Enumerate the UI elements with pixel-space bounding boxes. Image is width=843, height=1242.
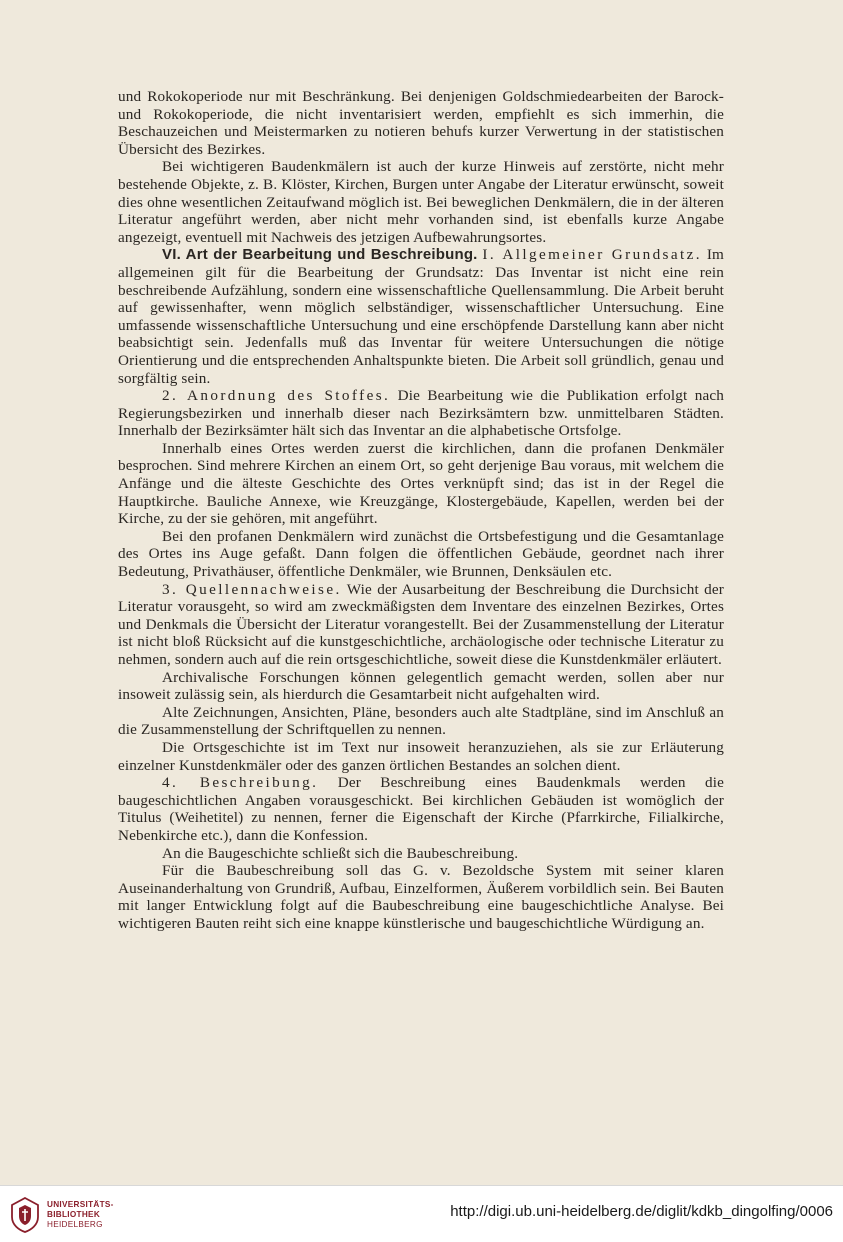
permalink-url[interactable]: http://digi.ub.uni-heidelberg.de/diglit/kdkb_dingolfing/0006 [450, 1203, 833, 1220]
paragraph: und Rokokoperiode nur mit Beschränkung. Bei denjenigen Goldschmiedearbeiten der Barock- und Rokokoperiode, die nicht inventarisiert werden, empfiehlt es sich immerhin, die Beschauzeichen und Meistermarken zu notieren behufs kurzer Verwertung in der statistischen Übersicht des Bezirkes. [118, 88, 724, 158]
paragraph [118, 774, 724, 844]
university-seal-icon [10, 1197, 40, 1233]
paragraph [118, 387, 724, 440]
subsection-label: 3. Quellennachweise. [162, 580, 342, 598]
page-text [118, 88, 724, 933]
paragraph: Die Ortsgeschichte ist im Text nur insoweit heranzuziehen, als sie zur Erläuterung einzelner Kunstdenkmäler oder des ganzen örtlichen Bestandes an solchen dient. [118, 738, 724, 774]
paragraph: Bei wichtigeren Baudenkmälern ist auch der kurze Hinweis auf zerstörte, nicht mehr bestehende Objekte, z. B. Klöster, Kirchen, Burgen unter Angabe der Literatur erwünscht, soweit dies ohne wesentlichen Zeitaufwand möglich ist. Bei beweglichen Denkmälern, die in der älteren Literatur angeführt werden, aber nicht mehr vorhanden sind, ist ebenfalls kurze Angabe angezeigt, eventuell mit Nachweis des jetzigen Aufbewahrungsortes. [118, 158, 724, 246]
paragraph-text: Die Bearbeitung wie die Publikation erfolgt nach Regierungsbezirken und innerhalb dieser nach Bezirksämtern bzw. unmittelbaren Städten. Innerhalb der Bezirksämter hält sich das Inventar an die alphabetische Ortsfolge. [118, 387, 725, 440]
subsection-label: 4. Beschreibung. [162, 774, 319, 792]
library-name [47, 1200, 114, 1230]
paragraph: An die Baugeschichte schließt sich die Baubeschreibung. [162, 844, 519, 862]
paragraph [118, 581, 724, 669]
viewer-footer [0, 1185, 843, 1242]
library-logo[interactable] [10, 1196, 130, 1234]
subsection-label: I. Allgemeiner Grundsatz. [482, 246, 702, 264]
logo-line: BIBLIOTHEK [47, 1210, 101, 1219]
paragraph: Innerhalb eines Ortes werden zuerst die kirchlichen, dann die profanen Denkmäler besprochen. Sind mehrere Kirchen an einem Ort, so geht derjenige Bau voraus, mit welchem die Anfänge und die älteste Geschichte des Ortes verknüpft sind; das ist in der Regel die Hauptkirche. Bauliche Annexe, wie Kreuzgänge, Klostergebäude, Kapellen, werden bei der Kirche, zu der sie gehören, mit angeführt. [118, 439, 724, 528]
subsection-label: 2. Anordnung des Stoffes. [162, 387, 391, 405]
paragraph: Für die Baubeschreibung soll das G. v. Bezoldsche System mit seiner klaren Auseinanderhaltung von Grundriß, Aufbau, Einzelformen, Äußerem vorbildlich sein. Bei Bauten mit langer Entwicklung folgt auf die Baubeschreibung eine baugeschichtliche Analyse. Bei wichtigeren Bauten reiht sich eine knappe künstlerische und baugeschichtliche Würdigung an. [118, 862, 724, 932]
logo-line: UNIVERSITÄTS- [47, 1200, 114, 1209]
paragraph-text: Der Beschreibung eines Baudenkmals werden die baugeschichtlichen Angaben vorausgeschickt. Bei kirchlichen Gebäuden ist womöglich der Titulus (Weihetitel) zu nennen, ferner die Eigenschaft der Kirche (Pfarrkirche, Filialkirche, Nebenkirche etc.), dann die Konfession. [118, 774, 724, 844]
paragraph: Archivalische Forschungen können gelegentlich gemacht werden, sollen aber nur insoweit zulässig sein, als hierdurch die Gesamtarbeit nicht aufgehalten wird. [118, 668, 724, 704]
logo-line: HEIDELBERG [47, 1220, 103, 1229]
section-heading: VI. Art der Bearbeitung und Beschreibung. [162, 246, 478, 264]
paragraph-text: Wie der Ausarbeitung der Beschreibung die Durchsicht der Literatur vorausgeht, so wird am zweckmäßigsten dem Inventare des einzelnen Bezirkes, Ortes und Denkmals die Übersicht der Literatur vorangestellt. Bei der Zusammenstellung der Literatur ist nicht bloß Rücksicht auf die kunstgeschichtliche, archäologische oder technische Literatur zu nehmen, sondern auch auf die rein ortsgeschichtliche, soweit diese die Kunstdenkmäler erläutert. [118, 580, 724, 668]
paragraph-text: Im allgemeinen gilt für die Bearbeitung der Grundsatz: Das Inventar ist nicht eine rein beschreibende Aufzählung, sondern eine wissenschaftliche Quellensammlung. Die Arbeit beruht auf gewissenhafter, wenn möglich selbständiger, wissenschaftlicher Untersuchung. Eine umfassende wissenschaftliche Untersuchung und eine erschöpfende Darstellung kann aber nicht beabsichtigt sein. Jedenfalls muß das Inventar für weitere Untersuchungen die nötige Orientierung und die entsprechenden Anhaltspunkte bieten. Die Arbeit soll gründlich, genau und sorgfältig sein. [118, 246, 725, 387]
paragraph: Alte Zeichnungen, Ansichten, Pläne, besonders auch alte Stadtpläne, sind im Anschluß an die Zusammenstellung der Schriftquellen zu nennen. [118, 703, 724, 739]
paragraph: Bei den profanen Denkmälern wird zunächst die Ortsbefestigung und die Gesamtanlage des Ortes ins Auge gefaßt. Dann folgen die öffentlichen Gebäude, geordnet nach ihrer Bedeutung, Privathäuser, öffentliche Denkmäler, wie Brunnen, Denksäulen etc. [118, 527, 724, 581]
section-vi-intro [118, 246, 724, 387]
